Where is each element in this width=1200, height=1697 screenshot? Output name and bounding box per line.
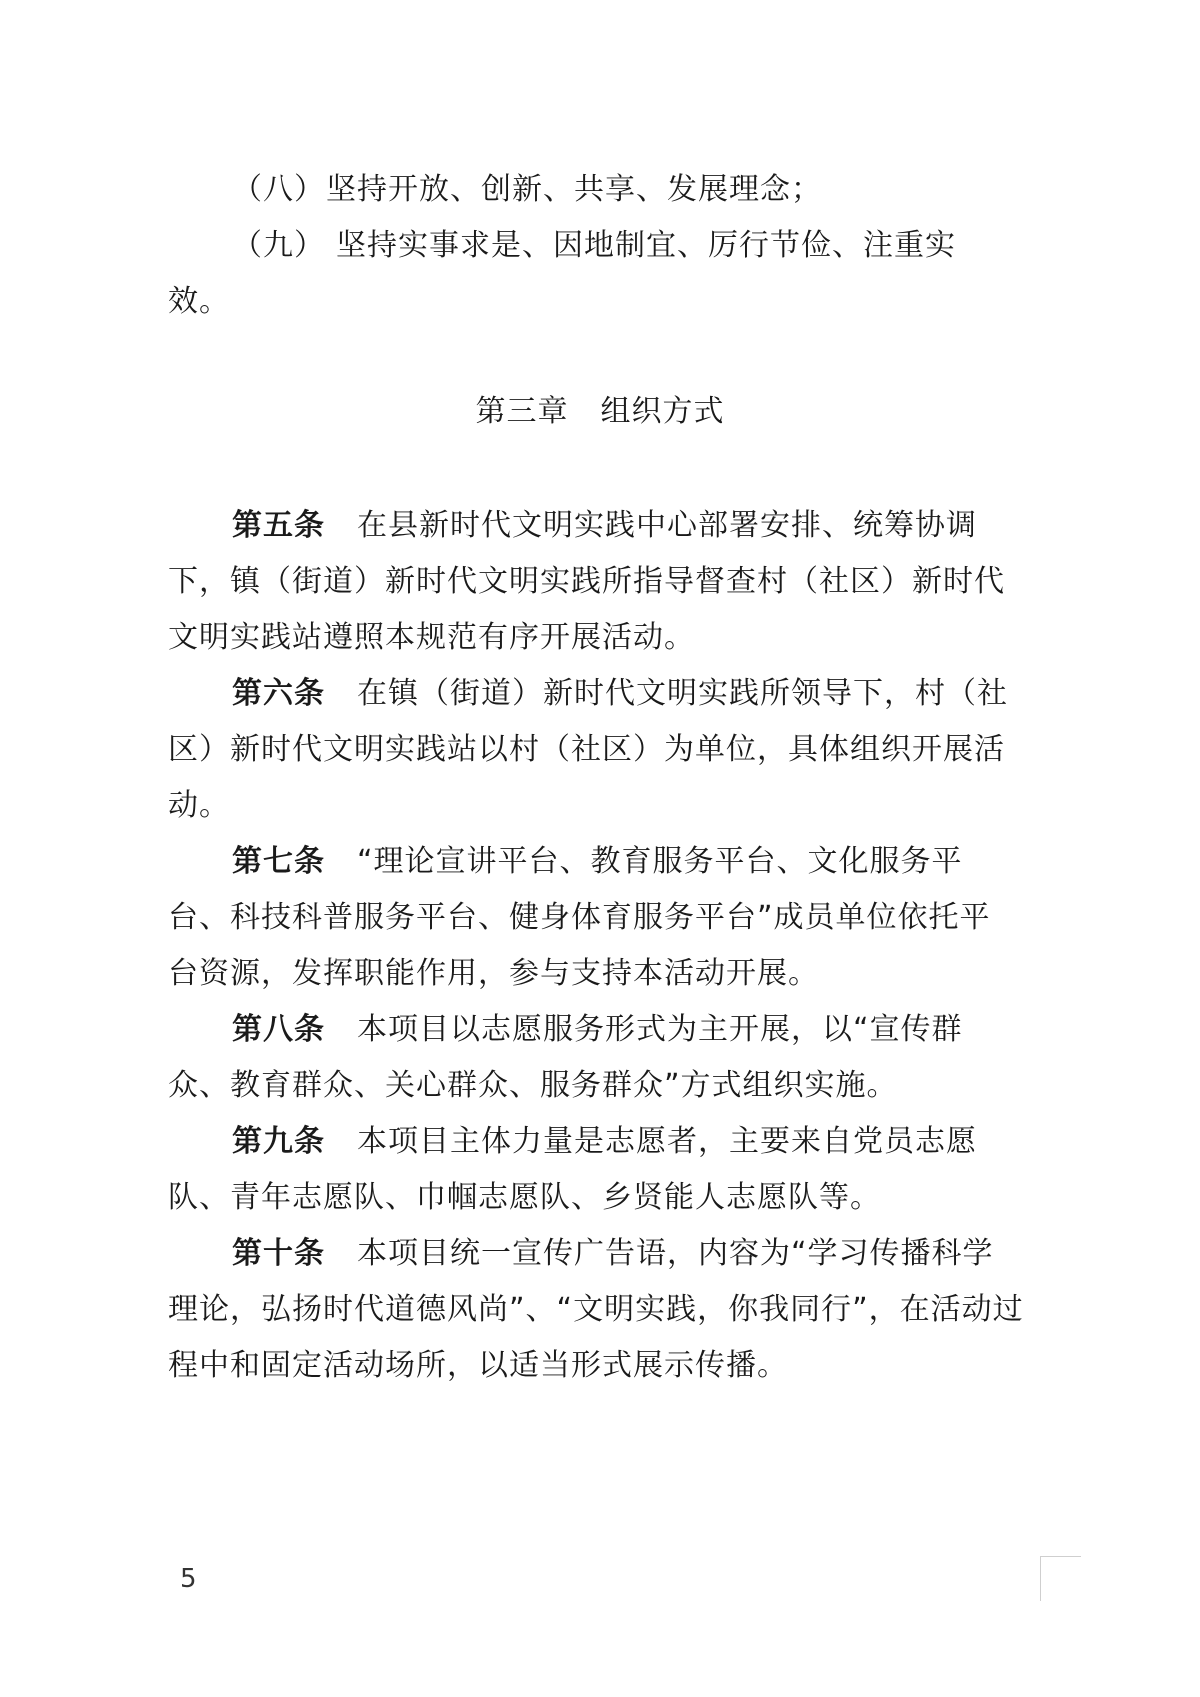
article-label: 第九条 bbox=[232, 1124, 325, 1159]
item-marker-jiu: （九） bbox=[232, 228, 325, 263]
item-marker-ba: （八） bbox=[232, 172, 325, 207]
list-item-jiu bbox=[168, 226, 1040, 266]
page-corner-mark bbox=[1040, 1556, 1081, 1601]
article-text: 队、青年志愿队、巾帼志愿队、乡贤能人志愿队等。 bbox=[168, 1180, 881, 1215]
article-text: 台、科技科普服务平台、健身体育服务平台”成员单位依托平 bbox=[168, 900, 991, 935]
article-label: 第五条 bbox=[232, 508, 325, 543]
article-5 bbox=[168, 506, 1040, 546]
article-text: 下，镇（街道）新时代文明实践所指导督查村（社区）新时代 bbox=[168, 564, 1005, 599]
article-text: 台资源，发挥职能作用，参与支持本活动开展。 bbox=[168, 956, 819, 991]
article-label: 第七条 bbox=[232, 844, 325, 879]
item-text-jiu-1: 坚持实事求是、因地制宜、厉行节俭、注重实 bbox=[336, 228, 956, 263]
article-text: 本项目主体力量是志愿者，主要来自党员志愿 bbox=[357, 1124, 977, 1159]
article-label: 第十条 bbox=[232, 1236, 325, 1271]
list-item-ba bbox=[168, 170, 1040, 210]
article-text: 动。 bbox=[168, 788, 230, 823]
article-text: 区）新时代文明实践站以村（社区）为单位，具体组织开展活 bbox=[168, 732, 1005, 767]
article-10 bbox=[168, 1234, 1040, 1274]
item-text-ba: 坚持开放、创新、共享、发展理念； bbox=[326, 172, 822, 207]
article-7 bbox=[168, 842, 1040, 882]
article-text: 程中和固定活动场所，以适当形式展示传播。 bbox=[168, 1348, 788, 1383]
article-text: 文明实践站遵照本规范有序开展活动。 bbox=[168, 620, 695, 655]
item-text-jiu-2: 效。 bbox=[168, 284, 230, 319]
article-label: 第六条 bbox=[232, 676, 325, 711]
article-text: “理论宣讲平台、教育服务平台、文化服务平 bbox=[357, 844, 963, 879]
article-text: 本项目以志愿服务形式为主开展，以“宣传群 bbox=[357, 1012, 963, 1047]
chapter-heading bbox=[0, 392, 1200, 432]
article-text: 在县新时代文明实践中心部署安排、统筹协调 bbox=[357, 508, 977, 543]
article-label: 第八条 bbox=[232, 1012, 325, 1047]
article-text: 众、教育群众、关心群众、服务群众”方式组织实施。 bbox=[168, 1068, 898, 1103]
article-6 bbox=[168, 674, 1040, 714]
article-9 bbox=[168, 1122, 1040, 1162]
article-text: 本项目统一宣传广告语，内容为“学习传播科学 bbox=[357, 1236, 994, 1271]
article-8 bbox=[168, 1010, 1040, 1050]
article-text: 理论，弘扬时代道德风尚”、“文明实践，你我同行”，在活动过 bbox=[168, 1292, 1024, 1327]
chapter-number: 第三章 bbox=[475, 394, 569, 429]
chapter-title: 组织方式 bbox=[600, 394, 725, 429]
article-text: 在镇（街道）新时代文明实践所领导下，村（社 bbox=[357, 676, 1008, 711]
page-number: 5 bbox=[180, 1564, 197, 1594]
